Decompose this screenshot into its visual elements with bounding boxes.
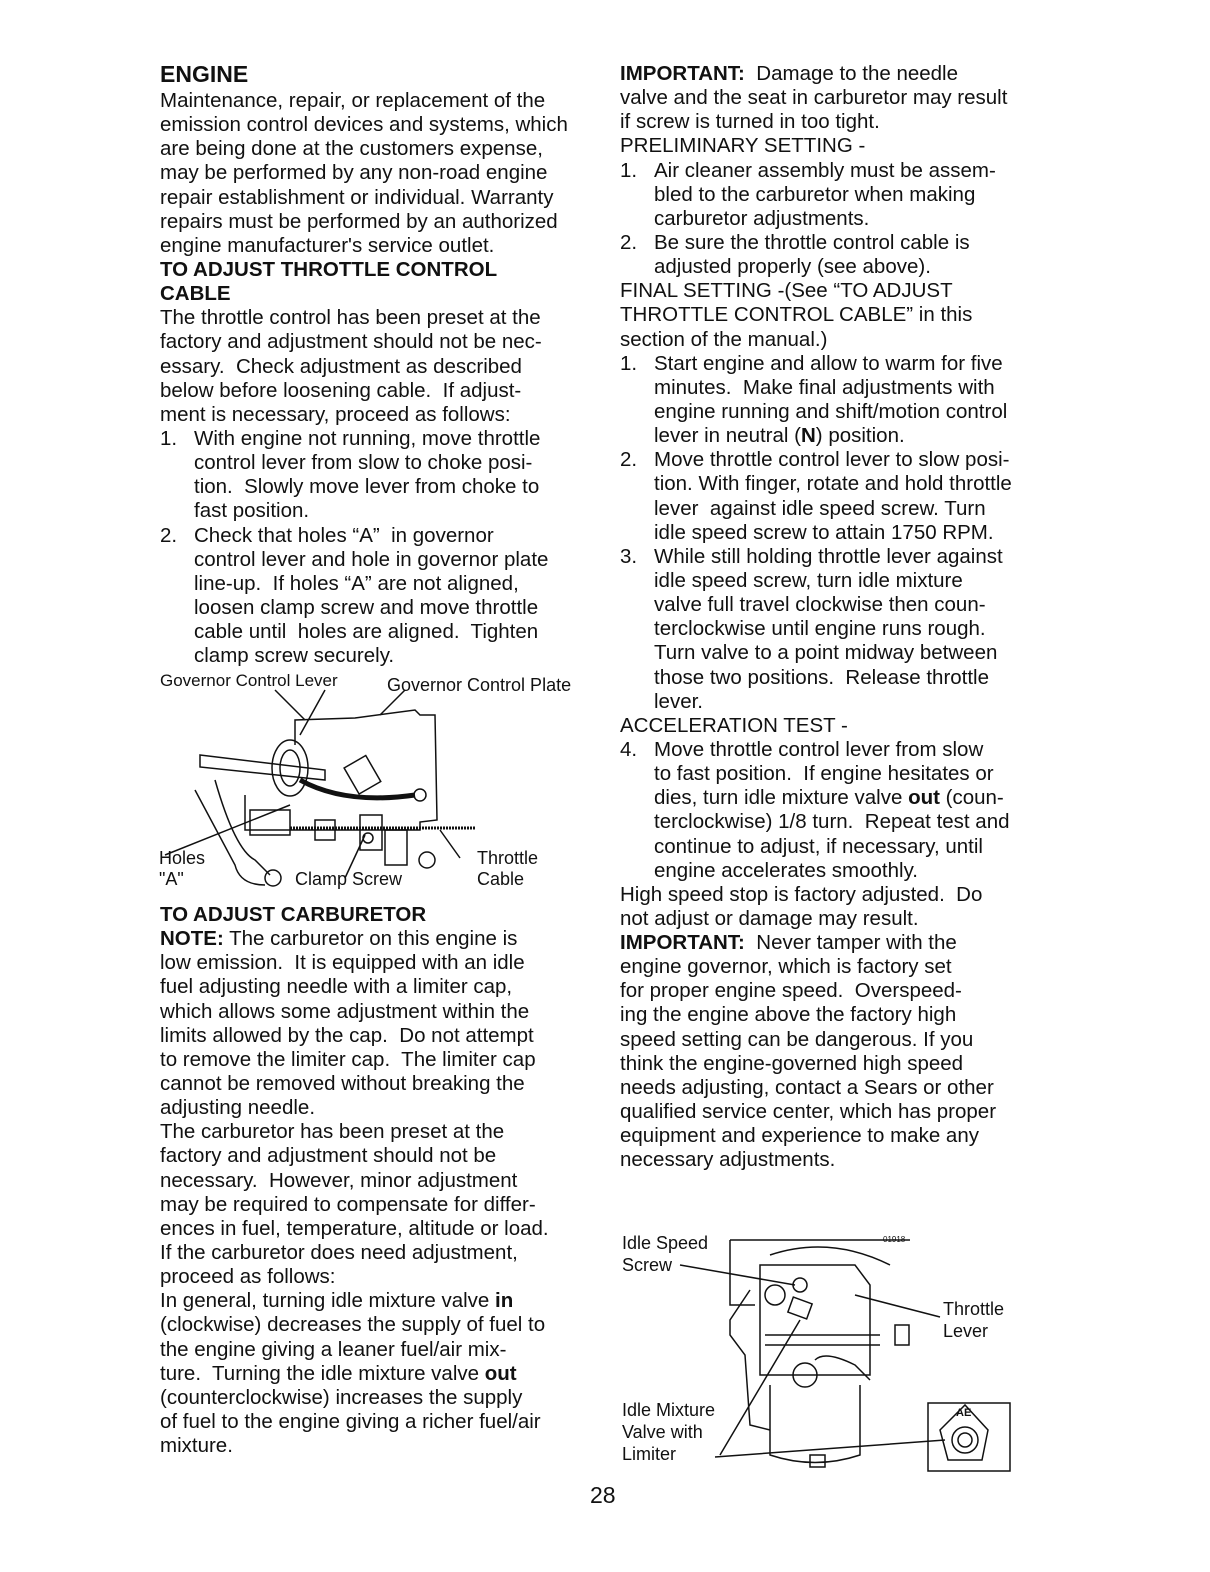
text-segment: of fuel to the engine giving a richer fuel/air [160,1409,541,1433]
label-idle-mixture-line3: Limiter [622,1444,677,1464]
text-segment: While still holding throttle lever against [654,544,1003,568]
list-item-line [620,448,1060,472]
text-segment: Check that holes “A” in governor [194,523,494,547]
limiter-cap-mark: AE [956,1407,972,1419]
left-column-section-1 [160,59,600,668]
text-line [160,89,600,113]
text-line [620,255,1060,279]
text-line [620,183,1060,207]
text-line [620,883,1060,907]
section-heading [160,258,600,282]
text-line [620,1028,1060,1052]
text-line [160,306,600,330]
list-item-line [620,231,1060,255]
text-segment: bled to the carburetor when making [654,182,976,206]
text-segment: adjusted properly (see above). [654,255,931,279]
text-segment: adjusting needle. [160,1096,316,1120]
text-segment: fuel adjusting needle with a limiter cap, [160,975,513,999]
text-line [160,475,600,499]
text-segment: cannot be removed without breaking the [160,1071,525,1095]
text-line [620,931,1060,955]
text-line [620,1148,1060,1172]
text-segment: repairs must be performed by an authorized [160,209,558,233]
text-line [160,951,600,975]
text-segment: THROTTLE CONTROL CABLE” in this [620,303,973,327]
list-item-line [620,352,1060,376]
text-segment: PRELIMINARY SETTING - [620,134,866,158]
text-line [620,1052,1060,1076]
text-line [160,1289,600,1313]
text-line [620,690,1060,714]
left-column-section-2 [160,903,600,1458]
text-segment: those two positions. Release throttle [654,665,990,689]
text-segment: clamp screw securely. [194,644,395,668]
text-segment: Move throttle control lever from slow [654,737,984,761]
text-segment: cable until holes are aligned. Tighten [194,620,539,644]
text-segment: qualified service center, which has proper [620,1100,997,1124]
section-heading [160,903,600,927]
text-line [160,113,600,137]
label-idle-mixture-line2: Valve with [622,1422,703,1442]
text-segment: The carburetor on this engine is [223,927,518,951]
text-line [620,207,1060,231]
text-segment: proceed as follows: [160,1265,336,1289]
label-clamp-screw: Clamp Screw [295,869,403,889]
text-line [620,303,1060,327]
text-line [620,786,1060,810]
list-item-line [620,738,1060,762]
text-line [160,210,600,234]
text-segment: to fast position. If engine hesitates or [654,762,994,786]
text-line [160,1386,600,1410]
text-line [160,403,600,427]
text-line [620,810,1060,834]
text-segment: not adjust or damage may result. [620,906,919,930]
label-throttle-lever-line1: Throttle [943,1299,1005,1319]
text-segment: Maintenance, repair, or replacement of the [160,89,546,112]
bold-text: CABLE [160,282,231,306]
text-line [620,1100,1060,1124]
label-holes-a-line1: Holes [159,848,206,868]
text-segment: The carburetor has been preset at the [160,1120,505,1144]
label-throttle-cable-line1: Throttle [477,848,539,868]
text-segment: Be sure the throttle control cable is [654,230,970,254]
text-segment: repair establishment or individual. Warranty [160,185,554,209]
right-column [620,62,1060,1172]
list-item-line [620,159,1060,183]
text-line [160,975,600,999]
text-segment: essary. Check adjustment as described [160,354,522,378]
bold-text: TO ADJUST CARBURETOR [160,903,427,926]
list-item-line [620,545,1060,569]
text-segment: Start engine and allow to warm for five [654,351,1003,375]
text-line [160,1048,600,1072]
list-number: 1. [620,158,638,182]
text-line [620,497,1060,521]
list-number: 2. [620,230,638,254]
label-idle-mixture-line1: Idle Mixture [622,1400,716,1420]
text-line [160,620,600,644]
bold-text: IMPORTANT: [620,62,745,85]
text-segment: carburetor adjustments. [654,206,870,230]
text-line [620,62,1060,86]
text-segment: Move throttle control lever to slow posi- [654,448,1010,472]
text-segment: may be performed by any non-road engine [160,161,548,185]
text-segment: engine governor, which is factory set [620,955,952,979]
text-line [620,641,1060,665]
text-line [620,569,1060,593]
text-segment: With engine not running, move throttle [194,426,541,450]
text-line [160,644,600,668]
text-line [160,1169,600,1193]
text-segment: engine manufacturer's service outlet. [160,233,495,257]
text-segment: terclockwise) 1/8 turn. Repeat test and [654,810,1010,834]
text-segment: engine accelerates smoothly. [654,858,918,882]
text-line [160,355,600,379]
text-line [620,617,1060,641]
list-number: 2. [160,523,178,547]
text-line [160,161,600,185]
text-segment: factory and adjustment should not be nec- [160,330,542,354]
label-governor-control-lever: Governor Control Lever [160,671,338,690]
text-segment: necessary adjustments. [620,1148,836,1172]
list-number: 3. [620,544,638,568]
text-segment: needs adjusting, contact a Sears or other [620,1075,994,1099]
text-segment: necessary. However, minor adjustment [160,1168,518,1192]
bold-text: IMPORTANT: [620,931,745,955]
text-segment: if screw is turned in too tight. [620,110,880,134]
figure-code: 01918 [883,1235,906,1244]
text-segment: If the carburetor does need adjustment, [160,1240,518,1264]
text-segment: In general, turning idle mixture valve [160,1289,496,1313]
text-segment: control lever from slow to choke posi- [194,451,533,475]
text-segment: may be required to compensate for differ- [160,1192,536,1216]
section-heading [160,282,600,306]
text-segment: fast position. [194,499,310,523]
text-line [160,927,600,951]
text-line [620,1076,1060,1100]
text-line [620,86,1060,110]
text-segment: dies, turn idle mixture valve [654,786,909,810]
text-segment: Never tamper with the [744,931,957,955]
text-line [620,472,1060,496]
text-line [620,521,1060,545]
text-line [160,1144,600,1168]
text-segment: Turn valve to a point midway between [654,641,998,665]
text-line [160,1313,600,1337]
text-line [620,376,1060,400]
text-segment: loosen clamp screw and move throttle [194,595,539,619]
text-line [160,137,600,161]
governor-control-figure [155,670,595,900]
text-segment: line-up. If holes “A” are not aligned, [194,571,519,595]
bold-text: out [908,786,940,810]
text-segment: low emission. It is equipped with an idle [160,951,525,975]
list-item-line [160,524,600,548]
list-number: 4. [620,737,638,761]
text-line [160,596,600,620]
text-segment: ment is necessary, proceed as follows: [160,402,511,426]
text-segment: section of the manual.) [620,327,828,351]
text-line [620,955,1060,979]
text-segment: lever in neutral ( [654,424,801,448]
bold-text: N [800,424,816,448]
text-segment: ACCELERATION TEST - [620,713,848,737]
text-line [160,330,600,354]
bold-text: ENGINE [160,61,249,87]
text-segment: equipment and experience to make any [620,1124,979,1148]
text-line [620,279,1060,303]
list-item-line [160,427,600,451]
text-segment: which allows some adjustment within the [160,999,530,1023]
text-segment: FINAL SETTING -(See “TO ADJUST [620,279,953,303]
text-segment: continue to adjust, if necessary, until [654,834,983,858]
text-segment: mixture. [160,1434,233,1458]
text-line [160,499,600,523]
bold-text: TO ADJUST THROTTLE CONTROL [160,257,498,281]
page-number: 28 [590,1482,616,1508]
text-line [160,379,600,403]
text-segment: ing the engine above the factory high [620,1003,957,1027]
text-line [160,548,600,572]
text-line [620,835,1060,859]
carburetor-figure [610,1225,1020,1475]
text-segment: control lever and hole in governor plate [194,547,549,571]
text-line [620,134,1060,158]
text-segment: (counterclockwise) increases the supply [160,1385,523,1409]
text-segment: (clockwise) decreases the supply of fuel to [160,1313,546,1337]
text-line [160,1120,600,1144]
text-line [160,1362,600,1386]
text-line [620,762,1060,786]
text-segment: lever. [654,689,703,713]
text-segment: to remove the limiter cap. The limiter cap [160,1047,536,1071]
label-throttle-cable-line2: Cable [477,869,525,889]
text-line [620,1003,1060,1027]
text-segment: ) position. [815,424,905,448]
text-line [160,1410,600,1434]
text-line [620,859,1060,883]
text-segment: valve full travel clockwise then coun- [654,593,986,617]
text-segment: ture. Turning the idle mixture valve [160,1361,485,1385]
text-segment: lever against idle speed screw. Turn [654,496,986,520]
text-segment: The throttle control has been preset at the [160,306,541,330]
text-segment: idle speed screw to attain 1750 RPM. [654,520,994,544]
bold-text: in [495,1289,514,1313]
list-number: 1. [160,426,178,450]
text-line [620,1124,1060,1148]
text-segment: (coun- [939,786,1004,810]
text-line [160,1193,600,1217]
text-segment: think the engine-governed high speed [620,1051,964,1075]
label-holes-a-line2: "A" [159,869,184,889]
bold-text: out [484,1361,517,1385]
section-heading [160,59,600,89]
text-segment: ences in fuel, temperature, altitude or load. [160,1216,549,1240]
text-segment: are being done at the customers expense, [160,137,543,161]
label-idle-speed-screw-line2: Screw [622,1255,673,1275]
text-line [620,714,1060,738]
label-idle-speed-screw-line1: Idle Speed [622,1233,709,1253]
text-line [160,1265,600,1289]
label-governor-control-plate: Governor Control Plate [387,675,572,695]
text-segment: minutes. Make final adjustments with [654,375,995,399]
text-line [160,234,600,258]
list-number: 2. [620,448,638,472]
text-segment: tion. With finger, rotate and hold throttle [654,472,1012,496]
text-line [620,907,1060,931]
text-line [160,451,600,475]
text-segment: engine running and shift/motion control [654,399,1008,423]
text-segment: factory and adjustment should not be [160,1144,497,1168]
text-line [620,110,1060,134]
text-line [620,400,1060,424]
text-segment: speed setting can be dangerous. If you [620,1027,974,1051]
text-segment: idle speed screw, turn idle mixture [654,568,963,592]
label-throttle-lever-line2: Lever [943,1321,989,1341]
text-segment: limits allowed by the cap. Do not attempt [160,1023,534,1047]
text-line [160,186,600,210]
text-segment: Air cleaner assembly must be assem- [654,158,996,182]
text-line [160,1338,600,1362]
text-segment: valve and the seat in carburetor may result [620,86,1008,110]
bold-text: NOTE: [160,927,224,951]
text-line [160,1024,600,1048]
text-line [160,1072,600,1096]
text-segment: tion. Slowly move lever from choke to [194,475,540,499]
text-line [160,1217,600,1241]
text-segment: below before loosening cable. If adjust- [160,378,522,402]
text-line [620,424,1060,448]
text-segment: terclockwise until engine runs rough. [654,617,986,641]
text-line [160,1241,600,1265]
text-line [160,1434,600,1458]
text-segment: emission control devices and systems, which [160,113,568,137]
text-segment: the engine giving a leaner fuel/air mix- [160,1337,507,1361]
text-segment: for proper engine speed. Overspeed- [620,979,962,1003]
text-line [620,593,1060,617]
text-line [620,979,1060,1003]
text-segment: High speed stop is factory adjusted. Do [620,882,983,906]
text-line [160,1096,600,1120]
text-line [620,328,1060,352]
text-segment: Damage to the needle [744,62,959,85]
text-line [160,1000,600,1024]
list-number: 1. [620,351,638,375]
text-line [620,666,1060,690]
text-line [160,572,600,596]
